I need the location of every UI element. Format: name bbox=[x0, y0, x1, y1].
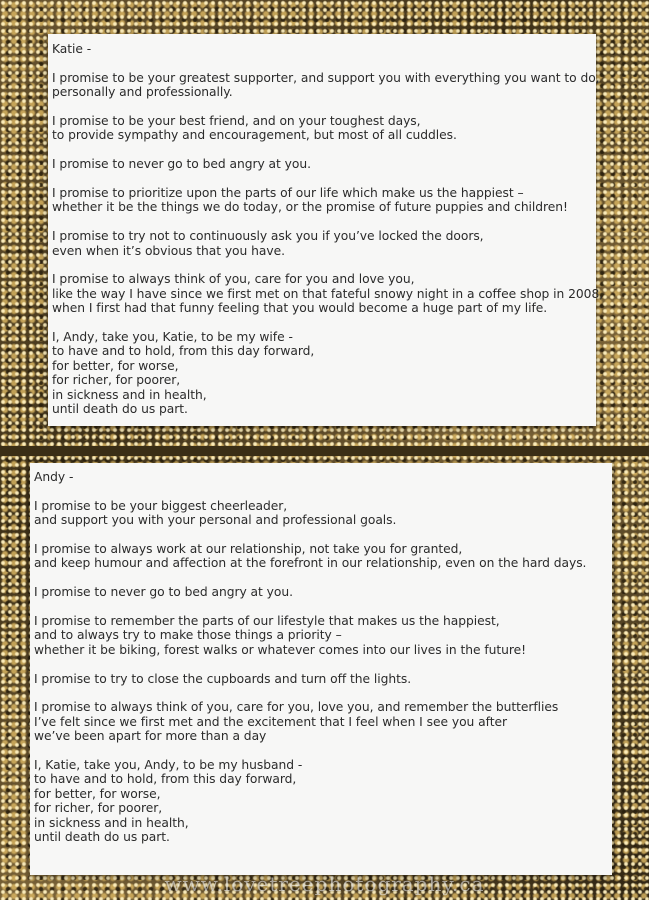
vow-paragraph bbox=[34, 672, 612, 686]
vow-paragraph bbox=[52, 229, 596, 258]
vow-line: I, Katie, take you, Andy, to be my husband - bbox=[34, 758, 303, 773]
vow-card-andy bbox=[30, 463, 612, 875]
vow-paragraphs bbox=[52, 70, 604, 417]
vow-paragraph bbox=[52, 114, 596, 143]
vow-paragraph bbox=[34, 542, 612, 571]
vow-line: I promise to prioritize upon the parts of our life which make us the happiest – bbox=[52, 186, 524, 200]
vow-line: to provide sympathy and encouragement, but most of all cuddles. bbox=[52, 128, 457, 143]
vow-paragraph bbox=[52, 272, 604, 316]
vow-line: I promise to try not to continuously ask you if you’ve locked the doors, bbox=[52, 229, 484, 244]
vow-line: for richer, for poorer, bbox=[52, 373, 181, 388]
vow-line: when I first had that funny feeling that you would become a huge part of my life. bbox=[52, 301, 548, 316]
vow-line: I’ve felt since we first met and the excitement that I feel when I see you after bbox=[34, 714, 507, 729]
vow-line: I promise to always work at our relationship, not take you for granted, bbox=[34, 542, 463, 556]
vow-line: until death do us part. bbox=[34, 830, 170, 845]
vow-line: in sickness and in health, bbox=[52, 387, 207, 402]
vow-line: to have and to hold, from this day forward, bbox=[52, 344, 315, 359]
vow-line: I promise to be your best friend, and on your toughest days, bbox=[52, 114, 421, 128]
vow-line: I promise to never go to bed angry at you. bbox=[52, 157, 311, 172]
vow-line: I, Andy, take you, Katie, to be my wife - bbox=[52, 330, 293, 345]
vow-paragraph bbox=[34, 585, 612, 599]
vow-paragraph bbox=[52, 70, 600, 100]
vow-line: like the way I have since we first met on that fateful snowy night in a coffee shop in 2008, bbox=[52, 286, 604, 301]
vow-line: for better, for worse, bbox=[34, 786, 161, 801]
vow-line: I promise to never go to bed angry at you. bbox=[34, 585, 293, 600]
vow-line: I promise to always think of you, care for you, love you, and remember the butterflies bbox=[34, 700, 559, 715]
vow-paragraph bbox=[52, 186, 596, 215]
vow-line: for richer, for poorer, bbox=[34, 801, 163, 816]
vow-line: we’ve been apart for more than a day bbox=[34, 729, 267, 744]
vow-paragraph bbox=[34, 700, 612, 743]
vow-line: personally and professionally. bbox=[52, 85, 233, 100]
vow-card-katie bbox=[48, 34, 604, 426]
salutation: Andy - bbox=[34, 470, 74, 484]
vow-line: I promise to remember the parts of our lifestyle that makes us the happiest, bbox=[34, 614, 500, 628]
vow-line: I promise to always think of you, care for you and love you, bbox=[52, 272, 415, 287]
vow-line: until death do us part. bbox=[52, 402, 188, 417]
sequin-divider bbox=[0, 446, 649, 456]
vow-paragraph bbox=[34, 499, 612, 528]
vow-line: in sickness and in health, bbox=[34, 815, 189, 830]
vow-line: even when it’s obvious that you have. bbox=[52, 243, 285, 258]
vow-line: for better, for worse, bbox=[52, 358, 179, 373]
photographer-watermark: www.lovetreephotography.ca bbox=[164, 872, 485, 896]
vow-line: and to always try to make those things a priority – bbox=[34, 628, 342, 643]
vow-paragraph bbox=[52, 157, 596, 171]
vow-line: to have and to hold, from this day forward, bbox=[34, 772, 297, 787]
vow-paragraph bbox=[52, 330, 596, 416]
vow-line: and support you with your personal and professional goals. bbox=[34, 513, 397, 528]
vow-line: and keep humour and affection at the forefront in our relationship, even on the hard days. bbox=[34, 556, 587, 571]
vow-line: I promise to be your biggest cheerleader, bbox=[34, 498, 288, 513]
vow-paragraphs bbox=[34, 499, 612, 845]
vow-line: whether it be biking, forest walks or whatever comes into our lives in the future! bbox=[34, 642, 527, 657]
vow-line: whether it be the things we do today, or the promise of future puppies and children! bbox=[52, 200, 568, 215]
salutation: Katie - bbox=[52, 42, 92, 56]
vow-line: I promise to be your greatest supporter, and support you with everything you want to do, bbox=[52, 70, 600, 85]
vow-paragraph bbox=[34, 614, 612, 657]
vow-paragraph bbox=[34, 758, 612, 844]
vow-line: I promise to try to close the cupboards and turn off the lights. bbox=[34, 671, 412, 686]
